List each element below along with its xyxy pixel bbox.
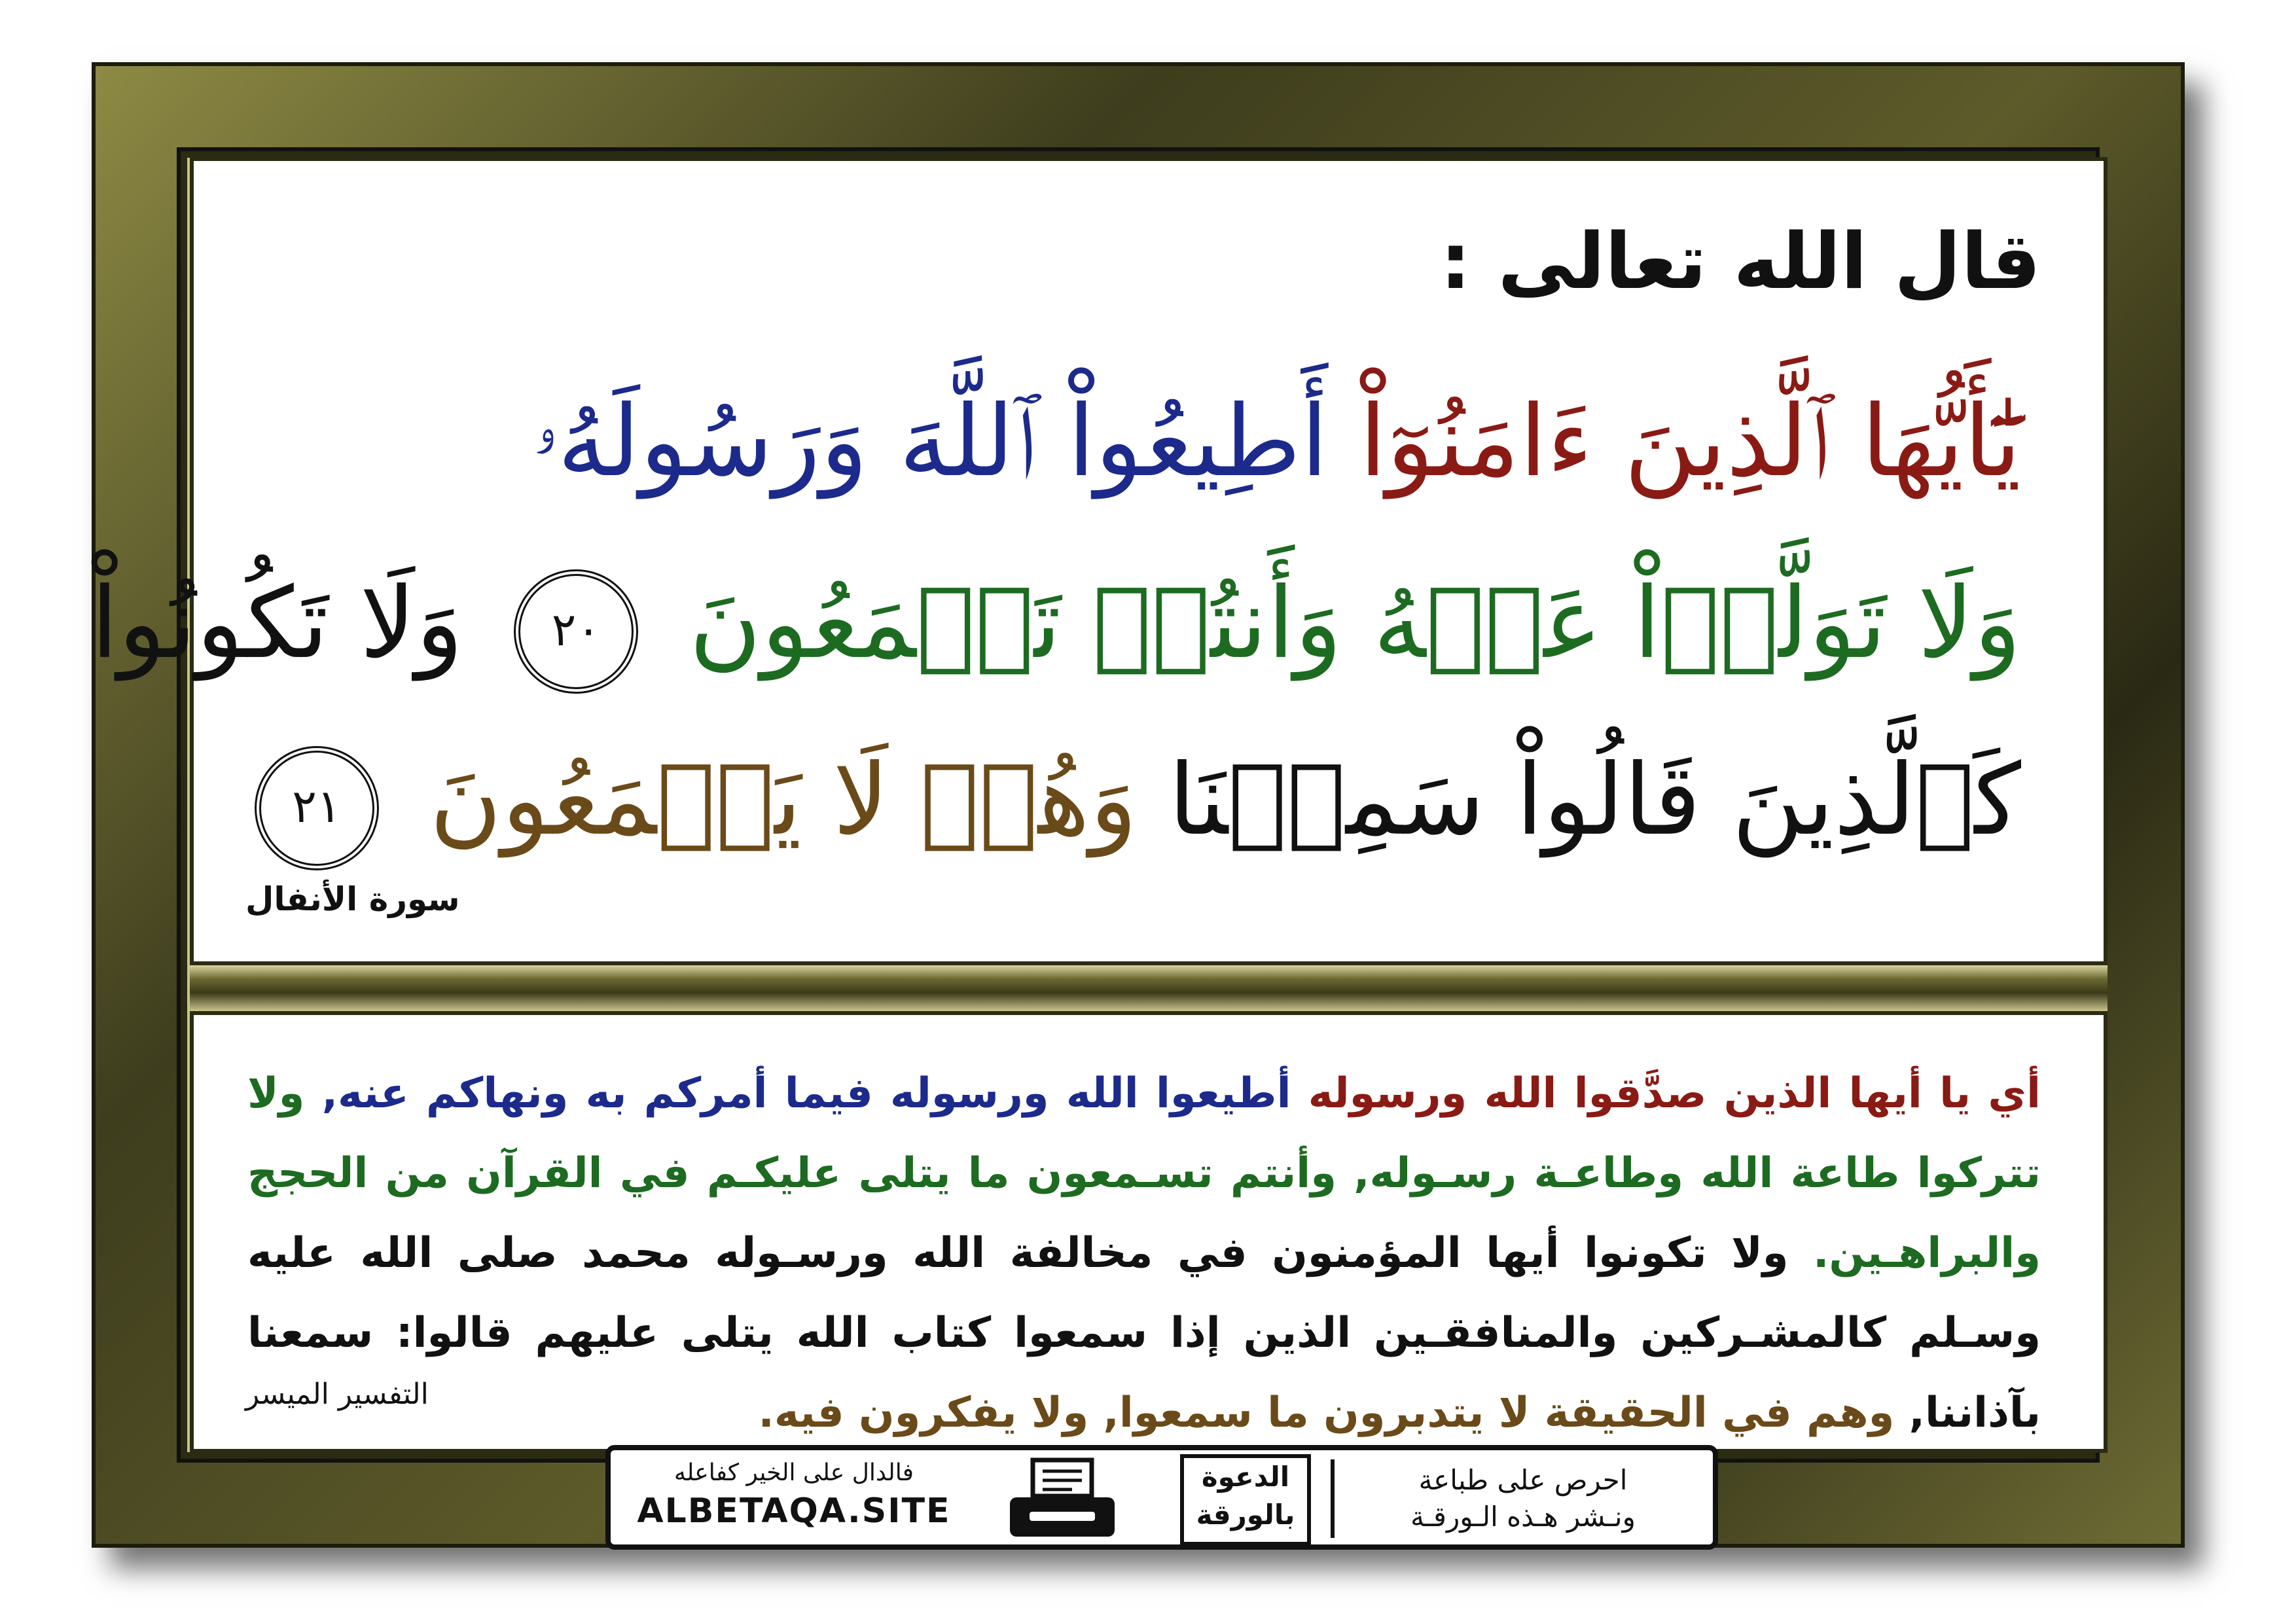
tafsir-segment: وهم في الحقيقة لا يتدبرون ما سمعوا, ولا يفكرون فيه. xyxy=(758,1389,1895,1437)
surah-name: سورة الأنفال xyxy=(245,880,460,918)
dawa-logo: الدعوة بالورقة xyxy=(1180,1454,1311,1546)
footer-banner xyxy=(605,1445,1718,1550)
tafsir-segment: ولا تتركوا طاعة الله وطاعـة رسـوله, وأنتم تسـمعون ما يتلى عليكـم في القرآن من الحجج والبراهـين. xyxy=(247,1069,2041,1277)
footer-left xyxy=(624,1459,964,1531)
verse-line-2 xyxy=(91,566,2021,694)
tafsir-segment: أطيعوا الله ورسوله فيما أمركم به ونهاكم عنه, xyxy=(304,1069,1291,1118)
verse-segment: وَلَا تَوَلَّوۡاْ عَنۡهُ وَأَنتُمۡ تَسۡمَعُونَ xyxy=(689,566,2021,681)
verse-segment: أَطِيعُواْ ٱللَّهَ وَرَسُولَهُۥ xyxy=(533,385,1329,499)
tafsir-text xyxy=(247,1054,2041,1453)
verse-line-3 xyxy=(235,743,2021,870)
footer-separator xyxy=(1331,1459,1335,1538)
verse-line-1 xyxy=(533,385,2021,499)
frame-divider xyxy=(190,965,2108,1011)
printer-icon xyxy=(1003,1457,1121,1542)
verse-segment: وَهُمۡ لَا يَسۡمَعُونَ xyxy=(429,743,1138,857)
tafsir-segment: أي يا أيها الذين صدَّقوا الله ورسوله xyxy=(1291,1069,2041,1118)
site-link[interactable]: ALBETAQA.SITE xyxy=(637,1491,951,1531)
tafsir-source: التفسير الميسر xyxy=(245,1378,429,1411)
print-notice-line-2: ونـشر هـذه الـورقـة xyxy=(1410,1501,1636,1533)
tafsir-segment: ولا تكونوا أيها المؤمنون في مخالفة الله ورسـوله محمد صلى الله عليه وسـلم كالمشـركين والمنافقـين الذين إذا سمعوا كتاب الله يتلى عليهم قالوا: سمعنا بآذاننا, xyxy=(247,1229,2041,1437)
print-notice xyxy=(1353,1462,1693,1535)
print-notice-line-1: احرص على طباعة xyxy=(1418,1464,1628,1496)
verse-segment: كَٱلَّذِينَ قَالُواْ سَمِعۡنَا xyxy=(1168,743,2021,857)
ayah-number-marker: ٢٠ xyxy=(514,569,638,694)
footer-tagline: فالدال على الخير كفاعله xyxy=(674,1459,914,1486)
page-heading: قال الله تعالى : xyxy=(1440,216,2041,306)
verse-segment: يَٰٓأَيُّهَا ٱلَّذِينَ ءَامَنُوٓاْ xyxy=(1359,385,2021,499)
verse-segment: وَلَا تَكُونُواْ xyxy=(91,566,463,681)
ayah-number-marker: ٢١ xyxy=(255,746,379,870)
